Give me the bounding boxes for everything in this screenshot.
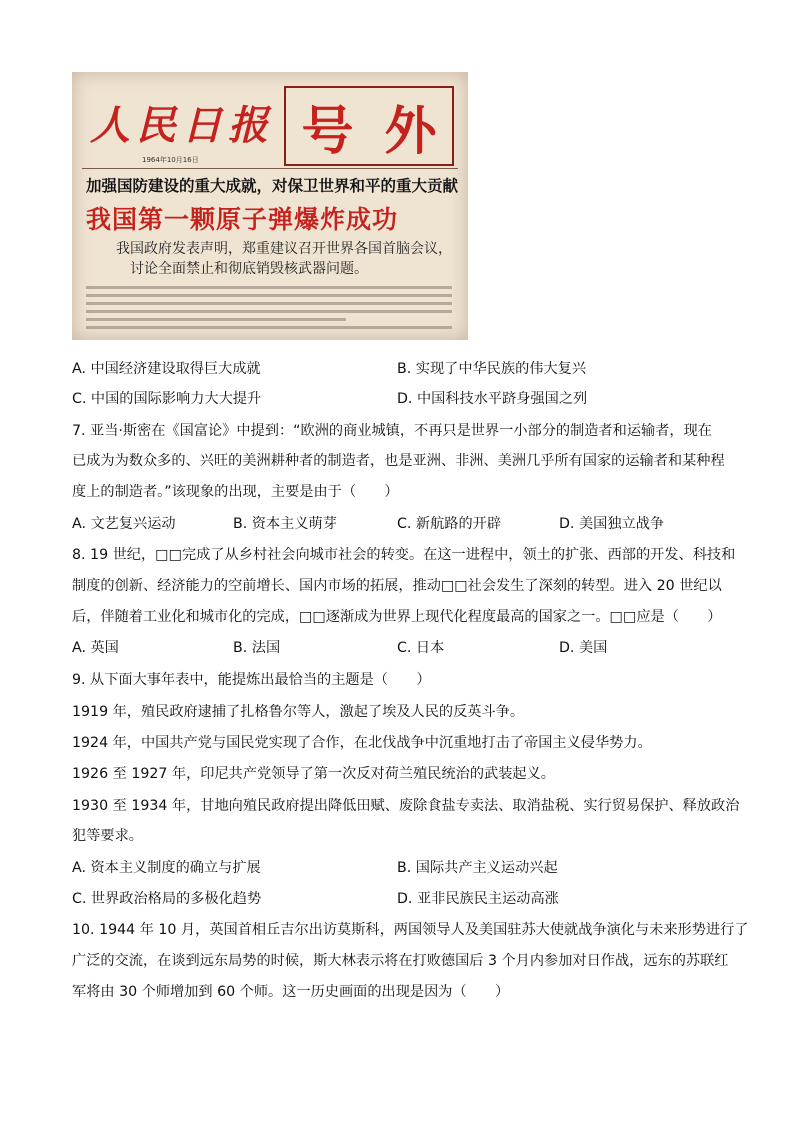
q6-option-a: A. 中国经济建设取得巨大成就: [72, 361, 261, 377]
q9-question: 9. 从下面大事年表中，能提炼出最恰当的主题是（ ）: [72, 672, 431, 688]
newspaper-image: [72, 72, 468, 340]
fine-print-line: [86, 302, 452, 305]
q6-option-b: B. 实现了中华民族的伟大复兴: [397, 361, 587, 377]
q8-option-d: D. 美国: [559, 640, 608, 656]
q8-option-b: B. 法国: [233, 640, 281, 656]
q9-option-a: A. 资本主义制度的确立与扩展: [72, 860, 261, 876]
q8-option-c: C. 日本: [397, 640, 445, 656]
newspaper-date: 1964年10月16日: [142, 156, 199, 164]
q9-event-1919: 1919 年，殖民政府逮捕了扎格鲁尔等人，激起了埃及人民的反英斗争。: [72, 704, 525, 720]
extra-edition-box: [284, 86, 454, 166]
newspaper-subhead: 加强国防建设的重大成就，对保卫世界和平的重大贡献: [86, 177, 459, 195]
newspaper-headline: 我国第一颗原子弹爆炸成功: [86, 205, 399, 234]
fine-print-line: [86, 326, 452, 329]
q9-event-1924: 1924 年，中国共产党与国民党实现了合作，在北伐战争中沉重地打击了帝国主义侵华势力。: [72, 735, 652, 751]
q6-option-c: C. 中国的国际影响力大大提升: [72, 391, 262, 407]
q8-text-line-3: 后，伴随着工业化和城市化的完成，□□逐渐成为世界上现代化程度最高的国家之一。□□应是（ ）: [72, 609, 722, 625]
q7-option-a: A. 文艺复兴运动: [72, 516, 176, 532]
q7-text-line-1: 7. 亚当·斯密在《国富论》中提到：“欧洲的商业城镇，不再只是世界一小部分的制造者和运输者，现在: [72, 423, 712, 439]
fine-print-line: [86, 286, 452, 289]
fine-print-line: [86, 318, 346, 321]
divider: [82, 168, 458, 169]
q9-event-1930-line-2: 犯等要求。: [72, 828, 143, 844]
q7-text-line-2: 已成为为数众多的、兴旺的美洲耕种者的制造者，也是亚洲、非洲、美洲几乎所有国家的运输者和某种程: [72, 453, 725, 469]
q9-option-d: D. 亚非民族民主运动高涨: [397, 891, 559, 907]
q7-text-line-3: 度上的制造者。”该现象的出现，主要是由于（ ）: [72, 484, 399, 500]
q9-event-1930-line-1: 1930 至 1934 年，甘地向殖民政府提出降低田赋、废除食盐专卖法、取消盐税、实行贸易保护、释放政治: [72, 798, 740, 814]
extra-char-2: 外: [384, 101, 437, 162]
q9-option-b: B. 国际共产主义运动兴起: [397, 860, 558, 876]
q8-option-a: A. 英国: [72, 640, 119, 656]
q7-option-d: D. 美国独立战争: [559, 516, 665, 532]
extra-char-1: 号: [301, 101, 354, 162]
q10-text-line-1: 10. 1944 年 10 月，英国首相丘吉尔出访莫斯科，两国领导人及美国驻苏大使就战争演化与未来形势进行了: [72, 922, 749, 938]
q10-text-line-2: 广泛的交流，在谈到远东局势的时候，斯大林表示将在打败德国后 3 个月内参加对日作战，远东的苏联红: [72, 953, 729, 969]
q9-event-1926: 1926 至 1927 年，印尼共产党领导了第一次反对荷兰殖民统治的武装起义。: [72, 766, 555, 782]
newspaper-deck-2: 讨论全面禁止和彻底销毁核武器问题。: [130, 261, 368, 277]
q10-text-line-3: 军将由 30 个师增加到 60 个师。这一历史画面的出现是因为（ ）: [72, 984, 510, 1000]
newspaper-deck-1: 我国政府发表声明，郑重建议召开世界各国首脑会议，: [116, 241, 452, 257]
q8-text-line-1: 8. 19 世纪，□□完成了从乡村社会向城市社会的转变。在这一进程中，领土的扩张、西部的开发、科技和: [72, 547, 736, 563]
newspaper-masthead: 人民日报: [90, 102, 274, 149]
q6-option-d: D. 中国科技水平跻身强国之列: [397, 391, 588, 407]
q9-option-c: C. 世界政治格局的多极化趋势: [72, 891, 262, 907]
q7-option-c: C. 新航路的开辟: [397, 516, 502, 532]
q7-option-b: B. 资本主义萌芽: [233, 516, 337, 532]
q8-text-line-2: 制度的创新、经济能力的空前增长、国内市场的拓展，推动□□社会发生了深刻的转型。进入 20 世纪以: [72, 578, 722, 594]
fine-print-line: [86, 310, 452, 313]
fine-print-line: [86, 294, 452, 297]
